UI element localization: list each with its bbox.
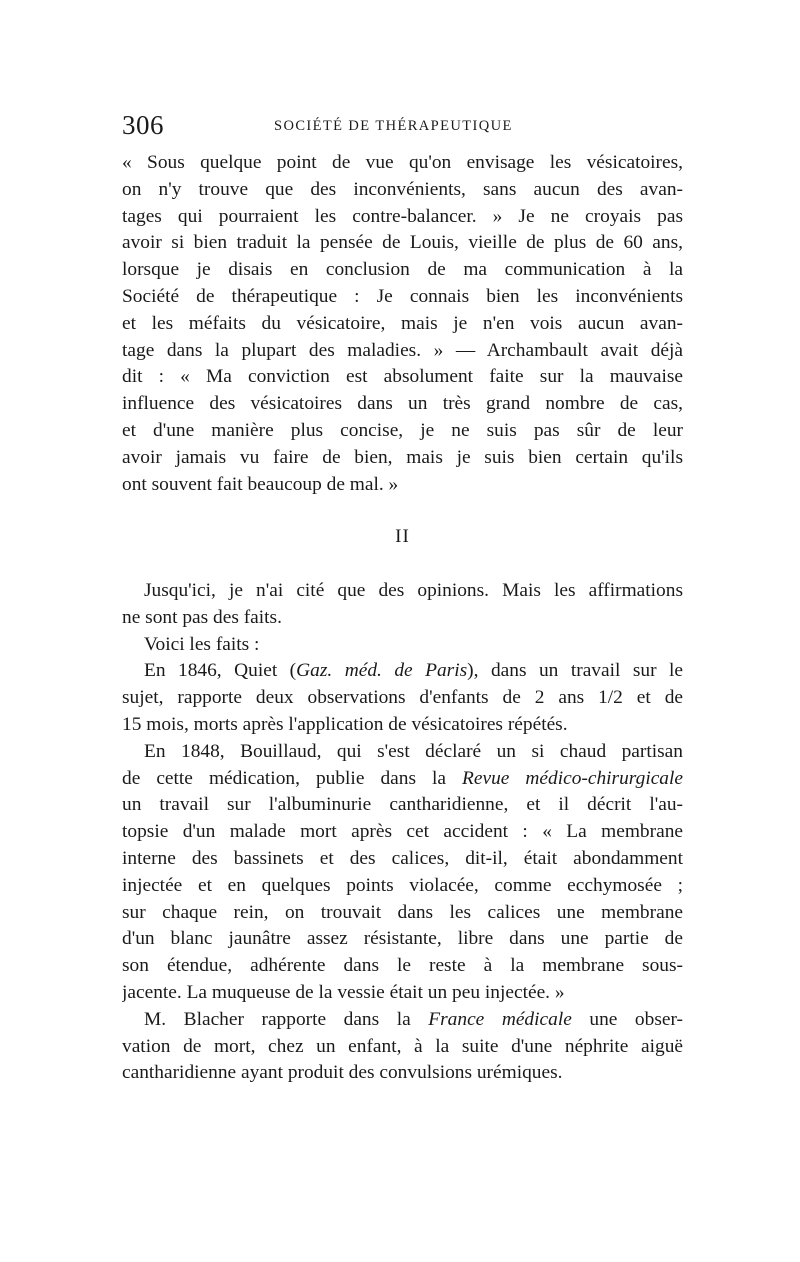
paragraph-block-1 [122, 150, 683, 498]
text-line: sur chaque rein, on trouvait dans les calices une membrane [122, 901, 683, 923]
text-line: En 1848, Bouillaud, qui s'est déclaré un si chaud partisan [144, 740, 683, 762]
text-line: et les méfaits du vésicatoire, mais je n'en vois aucun avan- [122, 312, 683, 334]
text-line [122, 766, 683, 793]
text-line: on n'y trouve que des inconvénients, sans aucun des avan- [122, 178, 683, 200]
text-line: jacente. La muqueuse de la vessie était un peu injectée. » [122, 981, 565, 1003]
text-line: « Sous quelque point de vue qu'on envisage les vésicatoires, [122, 152, 683, 173]
text-line [122, 1007, 683, 1034]
text-line [122, 658, 683, 685]
text-line: un travail sur l'albuminurie cantharidienne, et il décrit l'au- [122, 794, 683, 816]
text-line: ont souvent fait beaucoup de mal. » [122, 473, 399, 495]
section-heading: II [395, 526, 410, 547]
text-line: son étendue, adhérente dans le reste à la membrane sous- [122, 955, 683, 977]
text-line: avoir jamais vu faire de bien, mais je suis bien certain qu'ils [122, 446, 683, 468]
text-line: 15 mois, morts après l'application de vésicatoires répétés. [122, 713, 568, 735]
journal-title: France médicale [428, 1008, 572, 1030]
text-line: d'un blanc jaunâtre assez résistante, libre dans une partie de [122, 928, 683, 950]
text-run: une obser- [571, 1008, 683, 1030]
text-line: tage dans la plupart des maladies. » — Archambault avait déjà [122, 339, 683, 361]
text-line: lorsque je disais en conclusion de ma communication à la [122, 259, 683, 281]
text-run: ), dans un travail sur le [467, 660, 683, 682]
text-line: tages qui pourraient les contre-balancer. » Je ne croyais pas [122, 205, 683, 227]
text-line: dit : « Ma conviction est absolument faite sur la mauvaise [122, 366, 683, 388]
text-line: Voici les faits : [144, 633, 260, 655]
text-line: topsie d'un malade mort après cet accident : « La membrane [122, 821, 683, 843]
text-line: interne des bassinets et des calices, dit-il, était abondamment [122, 847, 683, 869]
running-title: SOCIÉTÉ DE THÉRAPEUTIQUE [274, 118, 513, 134]
text-run: M. Blacher rapporte dans la [144, 1008, 429, 1030]
text-line: influence des vésicatoires dans un très grand nombre de cas, [122, 393, 683, 415]
text-line: Jusqu'ici, je n'ai cité que des opinions. Mais les affirmations [144, 580, 683, 601]
text-line: ne sont pas des faits. [122, 606, 282, 628]
text-line: sujet, rapporte deux observations d'enfants de 2 ans 1/2 et de [122, 687, 683, 709]
page-header [122, 108, 684, 142]
text-run: de cette médication, publie dans la [122, 767, 463, 789]
text-line: injectée et en quelques points violacée, comme ecchymosée ; [122, 874, 683, 896]
text-line: avoir si bien traduit la pensée de Louis, vieille de plus de 60 ans, [122, 232, 683, 254]
text-line: Société de thérapeutique : Je connais bien les inconvénients [122, 285, 683, 307]
text-line: et d'une manière plus concise, je ne suis pas sûr de leur [122, 419, 683, 441]
text-run: En 1846, Quiet ( [144, 660, 297, 682]
text-line: cantharidienne ayant produit des convulsions urémiques. [122, 1062, 563, 1084]
text-line: vation de mort, chez un enfant, à la suite d'une néphrite aiguë [122, 1035, 683, 1057]
paragraph-block-2 [122, 578, 683, 1087]
page-number: 306 [122, 110, 164, 140]
journal-title: Gaz. méd. de Paris [296, 660, 468, 682]
journal-title: Revue médico-chirurgicale [462, 767, 683, 789]
